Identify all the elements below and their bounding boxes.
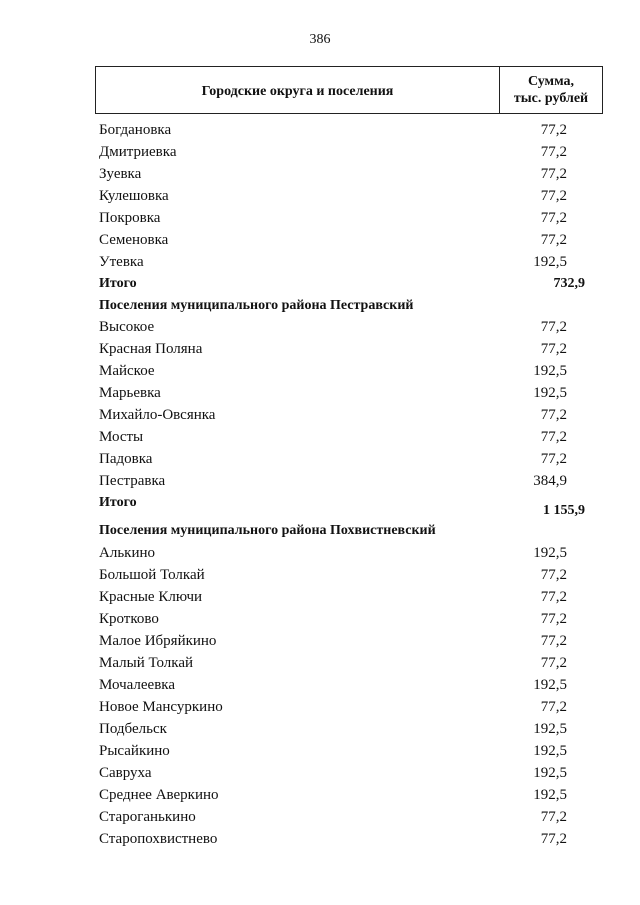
table-row	[99, 608, 585, 630]
settlement-amount: 384,9	[533, 473, 567, 489]
table-row	[99, 470, 585, 492]
table-row	[99, 674, 585, 696]
table-row	[99, 652, 585, 674]
settlement-name: Кулешовка	[99, 188, 169, 204]
table-row	[99, 141, 585, 163]
table-row	[99, 828, 585, 850]
table-row	[99, 229, 585, 251]
settlement-amount: 192,5	[533, 765, 567, 781]
settlement-amount: 192,5	[533, 721, 567, 737]
settlement-amount: 77,2	[540, 341, 567, 357]
header-sum-line1: Сумма,	[527, 74, 575, 89]
settlement-amount: 192,5	[533, 254, 567, 270]
settlement-name: Пестравка	[99, 473, 166, 489]
table-row	[99, 586, 585, 608]
settlement-name: Дмитриевка	[99, 144, 177, 160]
table-row	[99, 316, 585, 338]
table-row	[99, 426, 585, 448]
total-row	[99, 273, 585, 295]
settlement-name: Покровка	[99, 210, 161, 226]
settlement-amount: 77,2	[540, 589, 567, 605]
table-header	[95, 66, 603, 114]
settlement-name: Мочалеевка	[99, 677, 176, 693]
header-sum-column	[500, 67, 602, 113]
settlement-name: Михайло-Овсянка	[99, 407, 216, 423]
settlement-amount: 192,5	[533, 787, 567, 803]
settlement-amount: 77,2	[540, 122, 567, 138]
table-row	[99, 338, 585, 360]
settlement-name: Падовка	[99, 451, 153, 467]
settlement-amount: 77,2	[540, 611, 567, 627]
table-row	[99, 251, 585, 273]
settlement-amount: 192,5	[533, 363, 567, 379]
settlement-amount: 77,2	[540, 655, 567, 671]
settlement-name: Савруха	[99, 765, 152, 781]
table-row	[99, 564, 585, 586]
settlement-name: Майское	[99, 363, 155, 379]
table-row	[99, 762, 585, 784]
settlement-amount: 77,2	[540, 831, 567, 847]
settlement-amount: 77,2	[540, 407, 567, 423]
table-row	[99, 740, 585, 762]
table-row	[99, 404, 585, 426]
settlement-name: Семеновка	[99, 232, 169, 248]
settlement-amount: 192,5	[533, 545, 567, 561]
settlement-name: Зуевка	[99, 166, 142, 182]
table-row	[99, 119, 585, 141]
settlement-amount: 77,2	[540, 429, 567, 445]
settlement-amount: 77,2	[540, 567, 567, 583]
table-row	[99, 630, 585, 652]
total-amount: 1 155,9	[543, 503, 585, 518]
settlement-amount: 77,2	[540, 633, 567, 649]
settlement-name: Старопохвистнево	[99, 831, 218, 847]
section-title: Поселения муниципального района Пестравский	[99, 298, 414, 313]
table-row	[99, 806, 585, 828]
settlement-amount: 77,2	[540, 210, 567, 226]
total-label: Итого	[99, 495, 137, 510]
settlement-amount: 77,2	[540, 809, 567, 825]
settlement-name: Богдановка	[99, 122, 172, 138]
settlement-name: Среднее Аверкино	[99, 787, 219, 803]
header-name-column: Городские округа и поселения	[96, 67, 500, 113]
table-row	[99, 718, 585, 740]
table-row	[99, 185, 585, 207]
settlement-name: Малое Ибряйкино	[99, 633, 217, 649]
table-row	[99, 542, 585, 564]
settlement-name: Староганькино	[99, 809, 196, 825]
settlement-name: Большой Толкай	[99, 567, 205, 583]
settlement-name: Новое Мансуркино	[99, 699, 223, 715]
settlement-amount: 77,2	[540, 144, 567, 160]
settlement-name: Малый Толкай	[99, 655, 194, 671]
table-row	[99, 207, 585, 229]
settlement-name: Кротково	[99, 611, 159, 627]
table-row	[99, 448, 585, 470]
settlement-name: Красные Ключи	[99, 589, 203, 605]
table-row	[99, 784, 585, 806]
settlement-amount: 192,5	[533, 743, 567, 759]
table-row	[99, 360, 585, 382]
settlement-name: Мосты	[99, 429, 144, 445]
settlement-amount: 77,2	[540, 188, 567, 204]
section-title: Поселения муниципального района Похвистневский	[99, 523, 436, 538]
page-number: 386	[309, 32, 331, 47]
total-row-value	[99, 500, 585, 522]
settlement-name: Рысайкино	[99, 743, 170, 759]
table-row	[99, 696, 585, 718]
settlement-name: Красная Поляна	[99, 341, 203, 357]
settlement-amount: 192,5	[533, 677, 567, 693]
table-row	[99, 163, 585, 185]
settlement-name: Высокое	[99, 319, 155, 335]
settlement-name: Алькино	[99, 545, 156, 561]
settlement-amount: 77,2	[540, 166, 567, 182]
settlement-name: Марьевка	[99, 385, 161, 401]
settlement-name: Подбельск	[99, 721, 167, 737]
settlement-amount: 77,2	[540, 232, 567, 248]
header-sum-line2: тыс. рублей	[513, 91, 589, 106]
settlement-amount: 77,2	[540, 699, 567, 715]
settlement-name: Утевка	[99, 254, 144, 270]
settlement-amount: 192,5	[533, 385, 567, 401]
settlement-amount: 77,2	[540, 451, 567, 467]
total-amount: 732,9	[553, 276, 585, 291]
total-label: Итого	[99, 276, 137, 291]
table-row	[99, 382, 585, 404]
settlement-amount: 77,2	[540, 319, 567, 335]
